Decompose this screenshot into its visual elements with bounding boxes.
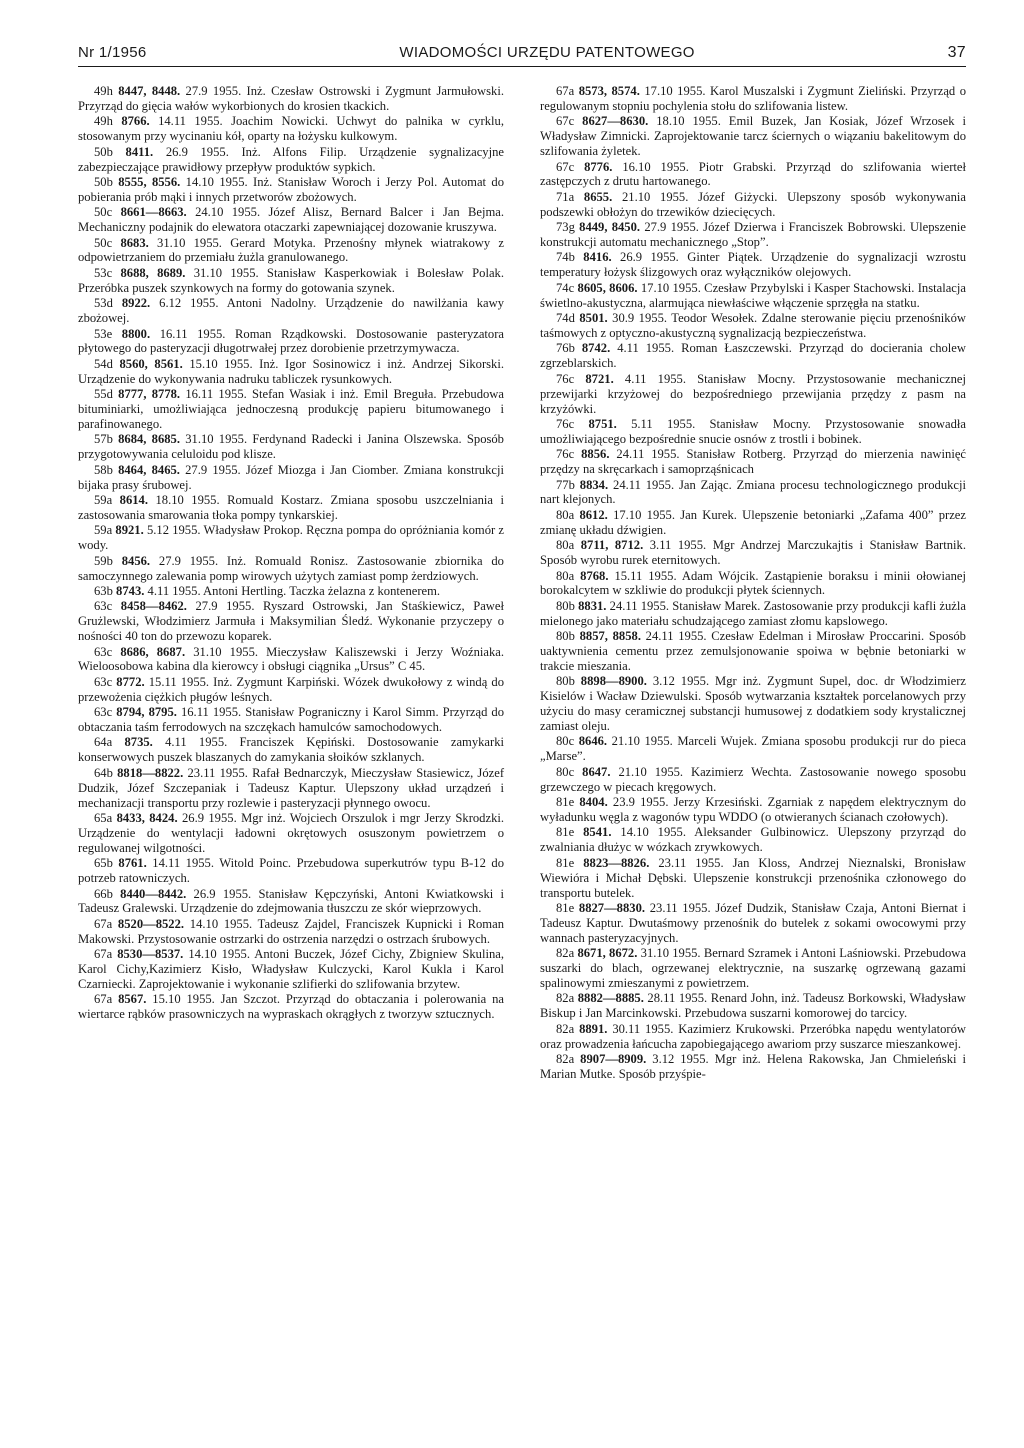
patent-numbers: 8411. xyxy=(125,144,154,159)
issue-number: Nr 1/1956 xyxy=(78,44,147,61)
patent-description: 23.9 1955. Jerzy Krzesiński. Zgarniak z napędem elektrycznym do wyładunku węgla z wagonów typu WDDO (o otwieranych ścianach czołowych). xyxy=(540,795,966,824)
patent-numbers: 8921. xyxy=(115,523,144,538)
patent-numbers: 8794, 8795. xyxy=(116,705,177,720)
patent-entry xyxy=(78,327,504,357)
patent-numbers: 8776. xyxy=(584,159,613,174)
patent-numbers: 8891. xyxy=(579,1021,608,1036)
patent-description: 24.11 1955. Stanisław Rotberg. Przyrząd do mierzenia nawinięć przędzy na skręcarkach i samoprząśnicach xyxy=(540,447,966,477)
patent-numbers: 8898—8900. xyxy=(580,674,647,689)
patent-class: 76c xyxy=(556,416,575,431)
patent-class: 67a xyxy=(94,992,113,1007)
patent-class: 63c xyxy=(94,674,113,689)
patent-description: 27.9 1955. Józef Dzierwa i Franciszek Bobrowski. Ulepszenie konstrukcji automatu mechanicznego „Stop”. xyxy=(540,220,967,250)
patent-description: 5.11 1955. Stanisław Mocny. Przystosowanie snowadła umożliwiającego bezpośrednie snucie osnów z trostli i bobinek. xyxy=(540,416,966,446)
patent-entry xyxy=(78,705,504,735)
patent-numbers: 8661—8663. xyxy=(120,205,187,220)
patent-entry xyxy=(78,735,504,765)
patent-numbers: 8922. xyxy=(121,296,151,311)
patent-numbers: 8827—8830. xyxy=(578,900,646,915)
patent-class: 53c xyxy=(94,265,113,280)
patent-class: 67a xyxy=(94,947,113,962)
patent-class: 80b xyxy=(556,629,575,644)
patent-description: 18.10 1955. Emil Buzek, Jan Kosiak, Józef Wrzosek i Władysław Zimnicki. Zaprojektowanie tarcz ściernych o wiązaniu bakelitowym do szlifowania żyletek. xyxy=(540,114,966,159)
patent-description: 21.10 1955. Kazimierz Wechta. Zastosowanie nowego sposobu grzewczego w piecach kręgowych. xyxy=(540,764,966,794)
patent-description: 4.11 1955. Franciszek Kępiński. Dostosowanie zamykarki konserwowych puszek blaszanych do zamykania słoików szklanych. xyxy=(78,735,505,765)
patent-class: 67a xyxy=(94,916,113,931)
patent-class: 76c xyxy=(556,371,575,386)
patent-entry xyxy=(540,538,966,568)
patent-class: 80b xyxy=(556,598,575,613)
patent-description: 17.10 1955. Jan Kurek. Ulepszenie betoniarki „Zafama 400” przez zmianę układu dźwigien. xyxy=(540,507,966,537)
patent-numbers: 8743. xyxy=(116,583,145,598)
patent-entry xyxy=(540,190,966,220)
patent-entry xyxy=(78,236,504,266)
patent-description: 30.9 1955. Teodor Wesołek. Zdalne sterowanie pięciu przenośników taśmowych z optyczno-akustyczną sygnalizacją bezpieczeństwa. xyxy=(540,311,966,340)
patent-numbers: 8735. xyxy=(124,735,153,750)
patent-entry xyxy=(78,766,504,811)
patent-numbers: 8646. xyxy=(578,734,608,749)
patent-class: 65a xyxy=(94,811,113,825)
patent-numbers: 8721. xyxy=(585,371,614,386)
patent-numbers: 8464, 8465. xyxy=(118,462,180,477)
patent-description: 31.10 1955. Mieczysław Kaliszewski i Jerzy Woźniaka. Wieloosobowa kabina dla kierowcy i obsługi ciągnika „Ursus” C 45. xyxy=(78,644,505,674)
patent-description: 23.11 1955. Rafał Bednarczyk, Mieczysław Stasiewicz, Józef Dudzik, Józef Szczepaniak i Tadeusz Kaptur. Ulepszony układ urządzeń i mechanizacji transportu przy rozlewie i pasteryzacji płynnego owocu. xyxy=(78,765,505,810)
patent-class: 65b xyxy=(94,856,113,871)
patent-numbers: 8688, 8689. xyxy=(120,265,186,280)
patent-description: 16.11 1955. Stanisław Pograniczny i Karol Simm. Przyrząd do obtaczania taśm ferrodowych na szczękach hamulców samochodowych. xyxy=(78,705,504,735)
patent-entry xyxy=(540,372,966,417)
patent-entry xyxy=(78,205,504,235)
patent-entry xyxy=(78,584,504,599)
page-header xyxy=(78,44,966,67)
patent-class: 67c xyxy=(556,159,575,174)
patent-description: 16.11 1955. Stefan Wasiak i inż. Emil Breguła. Przebudowa bituminiarki, umożliwiająca jednoczesną produkcję papieru bitumowanego i parafinowanego. xyxy=(78,387,504,431)
patent-entry xyxy=(540,946,966,991)
patent-numbers: 8612. xyxy=(579,507,608,522)
patent-description: 15.10 1955. Jan Szczot. Przyrząd do obtaczania i polerowania na wiertarce rąbków prasowniczych na wypraskach okrągłych z tworzyw sztucznych. xyxy=(78,992,505,1022)
patent-class: 53e xyxy=(94,326,113,341)
patent-entry xyxy=(78,175,504,205)
patent-class: 80a xyxy=(556,538,575,553)
patent-class: 81e xyxy=(556,900,575,915)
patent-entry xyxy=(540,856,966,901)
patent-entry xyxy=(78,266,504,296)
patent-description: 3.12 1955. Mgr inż. Zygmunt Supel, doc. dr Włodzimierz Kisielów i Wacław Dziewulski. Sposób wytwarzania kształtek porcelanowych przy użyciu do masy ceramicznej substancji humusowej z dodatkiem sody krystalicznej zamiast oleju. xyxy=(540,674,966,734)
left-column xyxy=(78,84,504,1082)
patent-description: 31.10 1955. Bernard Szramek i Antoni Laśniowski. Przebudowa suszarki do blach, ogrzewanej elektrycznie, na suszarkę ogrzewaną gazami spalinowymi zmieszanymi z powietrzem. xyxy=(540,946,966,990)
patent-class: 80c xyxy=(556,764,575,779)
patent-class: 59a xyxy=(94,492,113,507)
patent-numbers: 8456. xyxy=(121,553,151,568)
patent-class: 50b xyxy=(94,144,113,159)
patent-class: 63c xyxy=(94,599,113,614)
patent-class: 80a xyxy=(556,507,575,522)
patent-numbers: 8751. xyxy=(588,416,617,431)
patent-class: 63b xyxy=(94,583,113,598)
patent-entry xyxy=(540,311,966,341)
patent-class: 49h xyxy=(94,114,113,129)
text-columns xyxy=(78,84,966,1082)
patent-description: 31.10 1955. Stanisław Kasperkowiak i Bolesław Polak. Przeróbka puszek szynkowych na formy do gotowania szynek. xyxy=(78,265,504,295)
patent-class: 82a xyxy=(556,946,575,961)
patent-description: 14.11 1955. Witold Poinc. Przebudowa superkutrów typu B-12 do potrzeb ratowniczych. xyxy=(78,856,504,886)
patent-class: 53d xyxy=(94,296,113,311)
patent-description: 6.12 1955. Antoni Nadolny. Urządzenie do nawilżania kawy zbożowej. xyxy=(78,296,504,326)
patent-description: 21.10 1955. Marceli Wujek. Zmiana sposobu produkcji rur do pieca „Marse”. xyxy=(540,734,966,764)
patent-entry xyxy=(540,84,966,114)
patent-numbers: 8458—8462. xyxy=(120,599,187,614)
patent-description: 27.9 1955. Józef Miozga i Jan Ciomber. Zmiana konstrukcji bijaka prasy śrubowej. xyxy=(78,462,504,492)
patent-class: 74c xyxy=(556,280,575,295)
patent-entry xyxy=(540,281,966,311)
patent-class: 74b xyxy=(556,250,575,265)
patent-description: 14.10 1955. Tadeusz Zajdel, Franciszek Kupnicki i Roman Makowski. Przystosowanie ostrzarki do ostrzenia narzędzi o ostrzach śrubowych. xyxy=(78,916,504,946)
patent-description: 26.9 1955. Inż. Alfons Filip. Urządzenie sygnalizacyjne zabezpieczające prawidłowy przepływ produktów sypkich. xyxy=(78,144,504,174)
patent-class: 76c xyxy=(556,447,575,462)
patent-numbers: 8560, 8561. xyxy=(119,356,183,371)
patent-numbers: 8907—8909. xyxy=(580,1052,647,1066)
patent-class: 66b xyxy=(94,886,113,901)
patent-class: 80a xyxy=(556,568,575,583)
patent-class: 49h xyxy=(94,84,113,98)
patent-description: 24.11 1955. Czesław Edelman i Mirosław Proccarini. Sposób uaktywnienia cementu przez zemulsjonowanie spoiwa w bębnie betoniarki w trakcie mieszania. xyxy=(540,629,966,673)
patent-entry xyxy=(540,629,966,674)
patent-entry xyxy=(78,523,504,553)
patent-numbers: 8766. xyxy=(121,114,150,129)
patent-entry xyxy=(540,991,966,1021)
patent-entry xyxy=(78,145,504,175)
patent-class: 57b xyxy=(94,432,113,447)
patent-entry xyxy=(540,569,966,599)
right-column xyxy=(540,84,966,1082)
patent-entry xyxy=(78,493,504,523)
patent-description: 4.11 1955. Stanisław Mocny. Przystosowanie mechanicznej przewijarki krzyżowej do bezpośredniego przewijania przędzy z pasm na krzyżówki. xyxy=(540,371,966,416)
patent-class: 58b xyxy=(94,462,113,477)
patent-entry xyxy=(78,114,504,144)
patent-entry xyxy=(540,825,966,855)
patent-numbers: 8449, 8450. xyxy=(579,220,641,235)
patent-description: 16.10 1955. Piotr Grabski. Przyrząd do szlifowania wierteł zastępczych z drutu hartowanego. xyxy=(540,159,967,189)
patent-numbers: 8683. xyxy=(120,235,149,250)
patent-numbers: 8761. xyxy=(118,856,147,871)
journal-title: WIADOMOŚCI URZĘDU PATENTOWEGO xyxy=(399,44,695,61)
patent-description: 16.11 1955. Roman Rządkowski. Dostosowanie pasteryzatora płytowego do pasteryzacji długotrwałej przez dorobienie przetrzymywacza. xyxy=(78,326,505,356)
patent-class: 67c xyxy=(556,114,575,129)
patent-description: 27.9 1955. Ryszard Ostrowski, Jan Staśkiewicz, Paweł Grużlewski, Włodzimierz Jarmuła i Maksymilian Śledź. Wykonanie przyczepy o nośności 40 ton do przewozu koparek. xyxy=(78,599,504,644)
patent-entry xyxy=(78,357,504,387)
patent-numbers: 8647. xyxy=(582,764,611,779)
patent-numbers: 8742. xyxy=(581,341,611,356)
patent-numbers: 8856. xyxy=(581,447,610,462)
patent-numbers: 8614. xyxy=(119,492,148,507)
patent-class: 50c xyxy=(94,235,113,250)
patent-description: 26.9 1955. Ginter Piątek. Urządzenie do sygnalizacji wzrostu temperatury łożysk ślizgowych oraz wyłączników olejowych. xyxy=(540,250,966,280)
patent-entry xyxy=(540,114,966,159)
patent-description: 3.11 1955. Mgr Andrzej Marczukajtis i Stanisław Bartnik. Sposób wyrobu rurek eternitowych. xyxy=(540,538,966,568)
patent-numbers: 8818—8822. xyxy=(117,765,184,780)
page-number: 37 xyxy=(947,44,966,61)
patent-class: 55d xyxy=(94,387,113,402)
patent-numbers: 8530—8537. xyxy=(117,947,184,962)
patent-numbers: 8605, 8606. xyxy=(577,280,638,295)
patent-numbers: 8440—8442. xyxy=(120,886,187,901)
patent-class: 59a xyxy=(94,523,113,538)
patent-numbers: 8857, 8858. xyxy=(579,629,641,644)
patent-numbers: 8541. xyxy=(583,825,612,840)
patent-description: 24.10 1955. Józef Alisz, Bernard Balcer i Jan Bejma. Mechaniczny podajnik do elewatora otaczarki zapewniającej dozowanie kruszywa. xyxy=(78,205,504,235)
patent-class: 64b xyxy=(94,765,113,780)
patent-description: 17.10 1955. Karol Muszalski i Zygmunt Zieliński. Przyrząd o regulowanym stopniu pochylenia stołu do szlifowania listew. xyxy=(540,84,967,113)
patent-class: 74d xyxy=(556,311,575,326)
patent-description: 21.10 1955. Józef Giżycki. Ulepszony sposób wykonywania podszewki obłożyn do trzewików dziecięcych. xyxy=(540,189,966,219)
patent-description: 15.11 1955. Inż. Zygmunt Karpiński. Wózek dwukołowy z windą do przewożenia ciężkich pługów leśnych. xyxy=(78,674,504,704)
patent-entry xyxy=(78,887,504,917)
patent-entry xyxy=(540,674,966,734)
patent-class: 81e xyxy=(556,825,575,840)
patent-class: 50c xyxy=(94,205,113,220)
patent-numbers: 8520—8522. xyxy=(117,916,185,931)
patent-entry xyxy=(540,160,966,190)
patent-class: 67a xyxy=(556,84,575,98)
patent-class: 63c xyxy=(94,644,113,659)
patent-entry xyxy=(540,734,966,764)
patent-entry xyxy=(78,675,504,705)
patent-entry xyxy=(540,599,966,629)
patent-numbers: 8501. xyxy=(579,311,608,326)
patent-description: 15.11 1955. Adam Wójcik. Zastąpienie boraksu i minii ołowianej borokalcytem w szkliwie do produkcji płytek ściennych. xyxy=(540,568,966,598)
patent-class: 77b xyxy=(556,477,575,492)
patent-description: 4.11 1955. Antoni Hertling. Taczka żelazna z kontenerem. xyxy=(147,583,441,598)
patent-numbers: 8882—8885. xyxy=(577,991,644,1006)
patent-class: 71a xyxy=(556,189,575,204)
patent-class: 73g xyxy=(556,220,575,235)
patent-numbers: 8433, 8424. xyxy=(116,811,178,825)
patent-entry xyxy=(78,387,504,432)
patent-description: 4.11 1955. Roman Łaszczewski. Przyrząd do docierania cholew zgrzeblarskich. xyxy=(540,341,966,371)
patent-description: 23.11 1955. Józef Dudzik, Stanisław Czaja, Antoni Biernat i Tadeusz Kaptur. Dwutaśmowy przenośnik do butelek z sokami owocowymi przy wannach pasteryzacyjnych. xyxy=(540,900,966,945)
patent-class: 82a xyxy=(556,991,575,1006)
patent-entry xyxy=(78,599,504,644)
patent-entry xyxy=(78,811,504,856)
patent-entry xyxy=(78,463,504,493)
patent-entry xyxy=(540,250,966,280)
patent-numbers: 8768. xyxy=(580,568,609,583)
patent-entry xyxy=(78,645,504,675)
patent-class: 54d xyxy=(94,356,113,371)
patent-description: 31.10 1955. Gerard Motyka. Przenośny młynek wiatrakowy z odpowietrzaniem do przemiału żużla granulowanego. xyxy=(78,235,504,265)
patent-entry xyxy=(540,765,966,795)
patent-description: 28.11 1955. Renard John, inż. Tadeusz Borkowski, Władysław Biskup i Jan Marcinkowski. Przebudowa suszarni komorowej do tarcicy. xyxy=(540,991,966,1021)
patent-numbers: 8404. xyxy=(579,795,608,810)
patent-class: 63c xyxy=(94,705,113,720)
patent-class: 64a xyxy=(94,735,113,750)
patent-description: 3.12 1955. Mgr inż. Helena Rakowska, Jan Chmieleński i Marian Mutke. Sposób przyśpie- xyxy=(540,1052,966,1081)
patent-description: 24.11 1955. Jan Zając. Zmiana procesu technologicznego produkcji nart klejonych. xyxy=(540,477,966,507)
patent-description: 14.10 1955. Inż. Stanisław Woroch i Jerzy Pol. Automat do pobierania prób mąki i innych przetworów zbożowych. xyxy=(78,174,504,204)
patent-numbers: 8684, 8685. xyxy=(118,432,180,447)
patent-description: 24.11 1955. Stanisław Marek. Zastosowanie przy produkcji kafli żużla mielonego jako materiału schudzającego zamiast złomu kapslowego. xyxy=(540,598,966,628)
patent-numbers: 8686, 8687. xyxy=(120,644,186,659)
patent-entry xyxy=(540,447,966,477)
patent-description: 14.10 1955. Aleksander Gulbinowicz. Ulepszony przyrząd do zwalniania dłużyc w wózkach zrywkowych. xyxy=(540,825,967,855)
patent-class: 76b xyxy=(556,341,575,356)
patent-numbers: 8823—8826. xyxy=(583,855,650,870)
patent-entry xyxy=(78,84,504,114)
patent-description: 23.11 1955. Jan Kloss, Andrzej Nieznalski, Bronisław Wiewióra i Michał Dębski. Ulepszenie konstrukcji przenośnika członowego do transportu butelek. xyxy=(540,855,966,900)
patent-numbers: 8831. xyxy=(578,598,607,613)
patent-entry xyxy=(78,432,504,462)
patent-class: 80c xyxy=(556,734,575,749)
patent-description: 27.9 1955. Inż. Romuald Ronisz. Zastosowanie zbiornika do samoczynnego zalewania pomp wirowych użytych zamiast pomp żerdziowych. xyxy=(78,553,504,583)
patent-numbers: 8555, 8556. xyxy=(118,174,181,189)
patent-numbers: 8711, 8712. xyxy=(580,538,644,553)
patent-class: 80b xyxy=(556,674,575,689)
patent-entry xyxy=(78,296,504,326)
patent-numbers: 8671, 8672. xyxy=(577,946,638,961)
patent-numbers: 8627—8630. xyxy=(582,114,649,129)
patent-description: 30.11 1955. Kazimierz Krukowski. Przeróbka napędu wentylatorów oraz prowadzenia łańcucha zapobiegającego awariom przy suszarce mieszankowej. xyxy=(540,1021,967,1051)
patent-description: 17.10 1955. Czesław Przybylski i Kasper Stachowski. Instalacja świetlno-akustyczna, alarmująca niewłaściwe włączenie sprzęgła na statku. xyxy=(540,280,966,310)
patent-entry xyxy=(540,1052,966,1082)
patent-entry xyxy=(540,478,966,508)
patent-entry xyxy=(540,508,966,538)
patent-description: 18.10 1955. Romuald Kostarz. Zmiana sposobu uszczelniania i zastosowania smarowania tłoka pompy tynkarskiej. xyxy=(78,492,504,522)
patent-class: 81e xyxy=(556,795,575,810)
patent-description: 26.9 1955. Stanisław Kępczyński, Antoni Kwiatkowski i Tadeusz Gralewski. Urządzenie do zdejmowania tłuszczu ze skór wieprzowych. xyxy=(78,886,504,916)
patent-entry xyxy=(540,417,966,447)
patent-class: 82a xyxy=(556,1052,575,1066)
patent-entry xyxy=(78,917,504,947)
patent-description: 27.9 1955. Inż. Czesław Ostrowski i Zygmunt Jarmułowski. Przyrząd do gięcia wałów wykorbionych do krosien tkackich. xyxy=(78,84,504,113)
patent-numbers: 8800. xyxy=(121,326,151,341)
patent-class: 59b xyxy=(94,553,113,568)
patent-class: 82a xyxy=(556,1021,575,1036)
patent-description: 14.10 1955. Antoni Buczek, Józef Cichy, Zbigniew Skulina, Karol Cichy,Kazimierz Kisło, Władysław Kulczycki, Karol Kukla i Karol Czarniecki. Zaprojektowanie i wykonanie szlifierki do szlifowania brzytew. xyxy=(78,947,504,991)
patent-entry xyxy=(540,901,966,946)
patent-numbers: 8573, 8574. xyxy=(578,84,640,98)
patent-numbers: 8416. xyxy=(583,250,612,265)
patent-numbers: 8567. xyxy=(118,992,147,1007)
patent-description: 31.10 1955. Ferdynand Radecki i Janina Olszewska. Sposób przygotowywania celuloidu pod klisze. xyxy=(78,432,504,462)
patent-entry xyxy=(78,992,504,1022)
patent-numbers: 8834. xyxy=(579,477,609,492)
patent-entry xyxy=(540,341,966,371)
patent-description: 5.12 1955. Władysław Prokop. Ręczna pompa do opróżniania komór z wody. xyxy=(78,523,505,553)
patent-description: 15.10 1955. Inż. Igor Sosinowicz i inż. Andrzej Sikorski. Urządzenie do wykonywania nadruku tabliczek rysunkowych. xyxy=(78,356,505,386)
patent-entry xyxy=(78,947,504,992)
patent-class: 50b xyxy=(94,174,113,189)
patent-numbers: 8447, 8448. xyxy=(118,84,181,98)
patent-entry xyxy=(540,795,966,825)
patent-entry xyxy=(78,856,504,886)
patent-description: 14.11 1955. Joachim Nowicki. Uchwyt do palnika w cyrklu, stosowanym przy wycinaniu kół, oparty na łożysku kulkowym. xyxy=(78,114,504,144)
patent-entry xyxy=(540,220,966,250)
patent-description: 26.9 1955. Mgr inż. Wojciech Orszulok i mgr Jerzy Skrodzki. Urządzenie do wentylacji ładowni okrętowych osuszonym powietrzem o regulowanej wilgotności. xyxy=(78,811,505,855)
patent-entry xyxy=(540,1022,966,1052)
patent-numbers: 8772. xyxy=(116,674,145,689)
patent-numbers: 8655. xyxy=(583,189,613,204)
patent-numbers: 8777, 8778. xyxy=(118,387,181,402)
patent-class: 81e xyxy=(556,855,575,870)
patent-entry xyxy=(78,554,504,584)
